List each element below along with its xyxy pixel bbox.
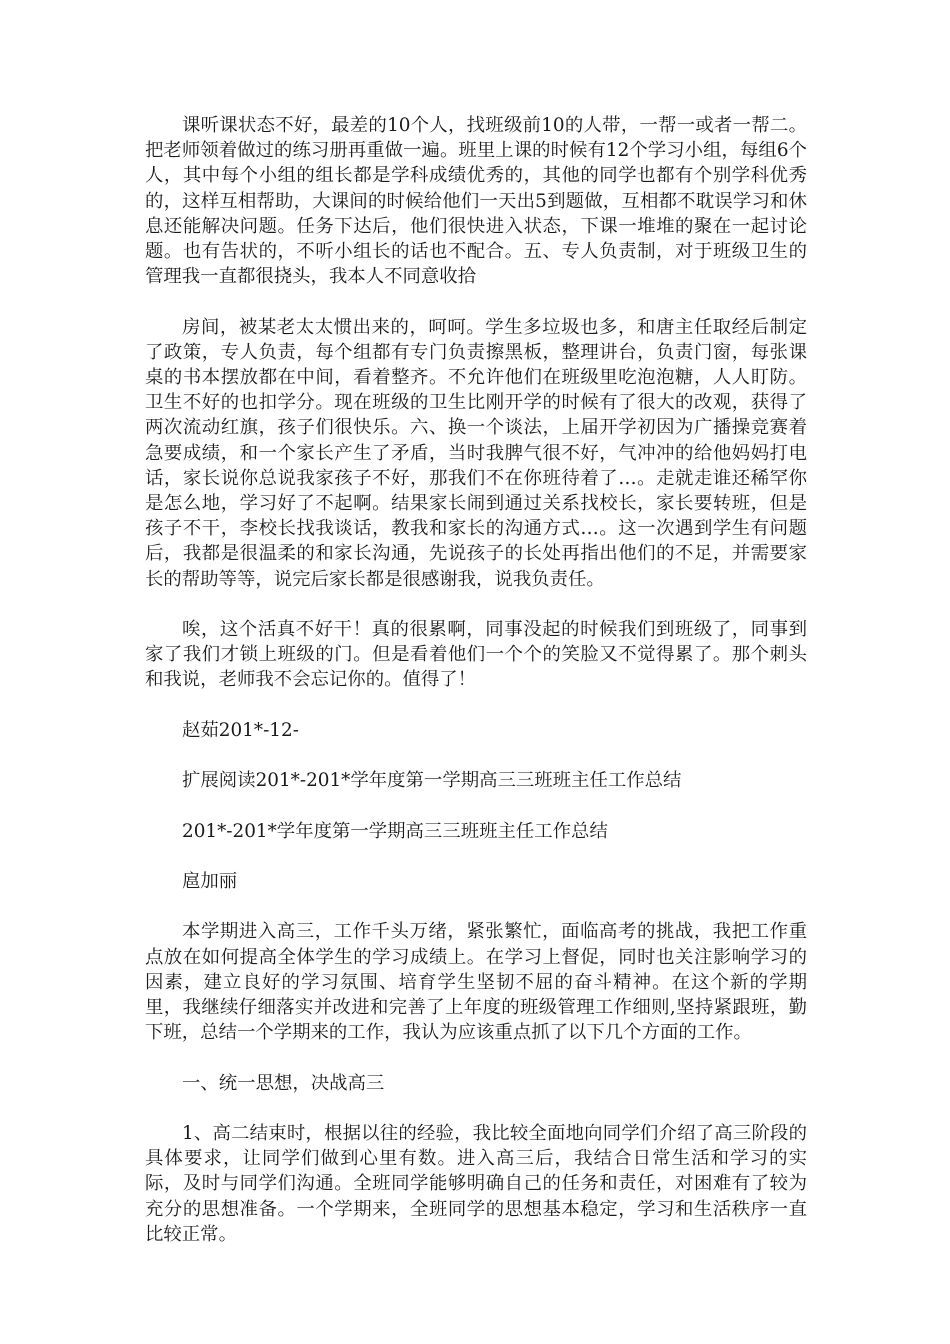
author-signature-date: 赵茹201*-12-: [182, 719, 299, 741]
section-heading-unify-thinking: 一、统一思想，决战高三: [182, 1072, 385, 1094]
report-author: 扈加丽: [182, 871, 238, 892]
report-title: 201*-201*学年度第一学期高三三班班主任工作总结: [182, 820, 608, 842]
paragraph-semester-intro: 本学期进入高三，工作千头万绪，紧张繁忙，面临高考的挑战，我把工作重点放在如何提高全体学生的学习成绩上。在学习上督促，同时也关注影响学习的因素，建立良好的学习氛围、培育学生坚韧不屈的奋斗精神。在这个新的学期里，我继续仔细落实并改进和完善了上年度的班级管理工作细则,坚持紧跟班，勤下班，总结一个学期来的工作，我认为应该重点抓了以下几个方面的工作。: [145, 921, 807, 1044]
paragraph-classroom-hygiene: 房间，被某老太太惯出来的，呵呵。学生多垃圾也多，和唐主任取经后制定了政策，专人负责，每个组都有专门负责擦黑板，整理讲台，负责门窗，每张课桌的书本摆放都在中间，看着整齐。不允许他们在班级里吃泡泡糖，人人盯防。卫生不好的也扣学分。现在班级的卫生比刚开学的时候有了很大的改观，获得了两次流动红旗，孩子们很快乐。六、换一个谈法，上届开学初因为广播操竞赛着急要成绩，和一个家长产生了矛盾，当时我脾气很不好，气冲冲的给他妈妈打电话，家长说你总说我家孩子不好，那我们不在你班待着了…。走就走谁还稀罕你是怎么地，学习好了不起啊。结果家长闹到通过关系找校长，家长要转班，但是孩子不干，李校长找我谈话，教我和家长的沟通方式…。这一次遇到学生有问题后，我都是很温柔的和家长沟通，先说孩子的长处再指出他们的不足，并需要家长的帮助等等，说完后家长都是很感谢我，说我负责任。: [145, 316, 807, 590]
paragraph-point-one: 1、高二结束时，根据以往的经验，我比较全面地向同学们介绍了高三阶段的具体要求，让同学们做到心里有数。进入高三后，我结合日常生活和学习的实际，及时与同学们沟通。全班同学能够明确自己的任务和责任，对困难有了较为充分的思想准备。一个学期来，全班同学的思想基本稳定，学习和生活秩序一直比较正常。: [145, 1122, 807, 1245]
paragraph-study-groups: 课听课状态不好，最差的10个人，找班级前10的人带，一帮一或者一帮二。把老师领着做过的练习册再重做一遍。班里上课的时候有12个学习小组，每组6个人，其中每个小组的组长都是学科成绩优秀的，其他的同学也都有个别学科优秀的，这样互相帮助，大课间的时候给他们一天出5到题做，互相都不耽误学习和休息还能解决问题。任务下达后，他们很快进入状态，下课一堆堆的聚在一起讨论题。也有告状的，不听小组长的话也不配合。五、专人负责制，对于班级卫生的管理我一直都很挠头，我本人不同意收拾: [145, 115, 807, 288]
document-body: [145, 113, 807, 1247]
paragraph-reflection: 唉，这个活真不好干！真的很累啊，同事没起的时候我们到班级了，同事到家了我们才锁上班级的门。但是看着他们一个个的笑脸又不觉得累了。那个刺头和我说，老师我不会忘记你的。值得了！: [145, 619, 807, 691]
extended-reading-heading: 扩展阅读201*-201*学年度第一学期高三三班班主任工作总结: [182, 770, 682, 792]
